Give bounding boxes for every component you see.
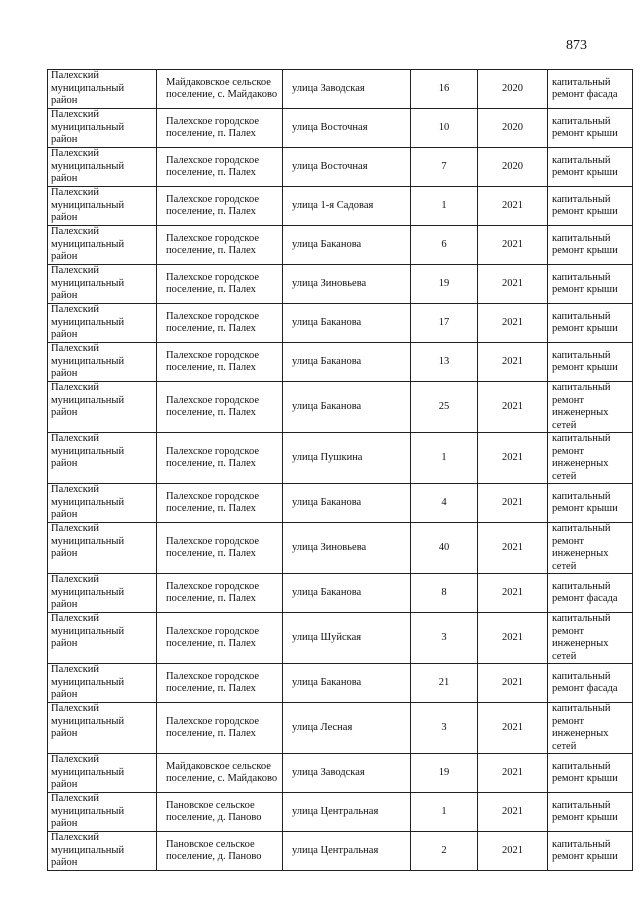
house-number-cell: 40 [411,523,478,574]
house-number-cell: 1 [411,187,478,226]
year-cell: 2021 [478,187,548,226]
settlement-cell: Майдаковское сельское поселение, с. Майдаково [157,754,283,793]
table-body [48,70,633,871]
district-cell: Палехский муниципальный район [48,265,157,304]
street-cell: улица Баканова [283,382,411,433]
year-cell: 2021 [478,832,548,871]
settlement-cell: Палехское городское поселение, п. Палех [157,109,283,148]
district-cell: Палехский муниципальный район [48,703,157,754]
year-cell: 2021 [478,754,548,793]
house-number-cell: 16 [411,70,478,109]
street-cell: улица Баканова [283,343,411,382]
settlement-cell: Палехское городское поселение, п. Палех [157,382,283,433]
house-number-cell: 1 [411,793,478,832]
work-type-cell: капитальный ремонт фасада [548,664,633,703]
district-cell: Палехский муниципальный район [48,664,157,703]
page-number: 873 [566,38,587,53]
year-cell: 2021 [478,382,548,433]
work-type-cell: капитальный ремонт инженерных сетей [548,433,633,484]
district-cell: Палехский муниципальный район [48,382,157,433]
street-cell: улица Заводская [283,754,411,793]
table-row [48,382,633,433]
house-number-cell: 19 [411,754,478,793]
work-type-cell: капитальный ремонт инженерных сетей [548,613,633,664]
street-cell: улица Восточная [283,148,411,187]
table-row [48,664,633,703]
district-cell: Палехский муниципальный район [48,793,157,832]
table-row [48,832,633,871]
year-cell: 2020 [478,148,548,187]
house-number-cell: 6 [411,226,478,265]
street-cell: улица Баканова [283,304,411,343]
district-cell: Палехский муниципальный район [48,343,157,382]
street-cell: улица Зиновьева [283,265,411,304]
table-row [48,109,633,148]
work-type-cell: капитальный ремонт крыши [548,304,633,343]
table-row [48,304,633,343]
street-cell: улица Центральная [283,793,411,832]
settlement-cell: Палехское городское поселение, п. Палех [157,613,283,664]
district-cell: Палехский муниципальный район [48,754,157,793]
street-cell: улица Пушкина [283,433,411,484]
year-cell: 2021 [478,664,548,703]
year-cell: 2021 [478,574,548,613]
street-cell: улица Шуйская [283,613,411,664]
house-number-cell: 8 [411,574,478,613]
year-cell: 2021 [478,703,548,754]
settlement-cell: Палехское городское поселение, п. Палех [157,574,283,613]
street-cell: улица Баканова [283,664,411,703]
street-cell: улица Заводская [283,70,411,109]
district-cell: Палехский муниципальный район [48,187,157,226]
work-type-cell: капитальный ремонт крыши [548,265,633,304]
table-row [48,703,633,754]
work-type-cell: капитальный ремонт инженерных сетей [548,523,633,574]
settlement-cell: Палехское городское поселение, п. Палех [157,187,283,226]
table-row [48,148,633,187]
house-number-cell: 13 [411,343,478,382]
table-row [48,265,633,304]
work-type-cell: капитальный ремонт фасада [548,574,633,613]
work-type-cell: капитальный ремонт крыши [548,343,633,382]
house-number-cell: 19 [411,265,478,304]
year-cell: 2021 [478,793,548,832]
year-cell: 2021 [478,613,548,664]
house-number-cell: 4 [411,484,478,523]
table-row [48,613,633,664]
work-type-cell: капитальный ремонт крыши [548,187,633,226]
work-type-cell: капитальный ремонт крыши [548,832,633,871]
table-row [48,484,633,523]
table-row [48,523,633,574]
year-cell: 2020 [478,70,548,109]
table-row [48,433,633,484]
settlement-cell: Пановское сельское поселение, д. Паново [157,832,283,871]
house-number-cell: 3 [411,703,478,754]
house-number-cell: 3 [411,613,478,664]
settlement-cell: Палехское городское поселение, п. Палех [157,265,283,304]
year-cell: 2021 [478,484,548,523]
work-type-cell: капитальный ремонт фасада [548,70,633,109]
district-cell: Палехский муниципальный район [48,832,157,871]
work-type-cell: капитальный ремонт инженерных сетей [548,382,633,433]
settlement-cell: Палехское городское поселение, п. Палех [157,664,283,703]
street-cell: улица Баканова [283,484,411,523]
table-row [48,793,633,832]
settlement-cell: Палехское городское поселение, п. Палех [157,304,283,343]
district-cell: Палехский муниципальный район [48,226,157,265]
table-row [48,187,633,226]
district-cell: Палехский муниципальный район [48,523,157,574]
year-cell: 2021 [478,304,548,343]
table-row [48,70,633,109]
settlement-cell: Палехское городское поселение, п. Палех [157,343,283,382]
street-cell: улица 1-я Садовая [283,187,411,226]
district-cell: Палехский муниципальный район [48,70,157,109]
work-type-cell: капитальный ремонт инженерных сетей [548,703,633,754]
district-cell: Палехский муниципальный район [48,484,157,523]
street-cell: улица Центральная [283,832,411,871]
repair-schedule-table-wrapper [47,69,633,905]
settlement-cell: Пановское сельское поселение, д. Паново [157,793,283,832]
house-number-cell: 25 [411,382,478,433]
year-cell: 2021 [478,226,548,265]
street-cell: улица Зиновьева [283,523,411,574]
table-row [48,343,633,382]
house-number-cell: 17 [411,304,478,343]
table-row [48,226,633,265]
settlement-cell: Палехское городское поселение, п. Палех [157,523,283,574]
house-number-cell: 10 [411,109,478,148]
settlement-cell: Палехское городское поселение, п. Палех [157,433,283,484]
work-type-cell: капитальный ремонт крыши [548,484,633,523]
district-cell: Палехский муниципальный район [48,148,157,187]
work-type-cell: капитальный ремонт крыши [548,754,633,793]
street-cell: улица Баканова [283,574,411,613]
settlement-cell: Палехское городское поселение, п. Палех [157,703,283,754]
street-cell: улица Лесная [283,703,411,754]
district-cell: Палехский муниципальный район [48,613,157,664]
repair-schedule-table [47,69,633,871]
house-number-cell: 7 [411,148,478,187]
street-cell: улица Восточная [283,109,411,148]
work-type-cell: капитальный ремонт крыши [548,148,633,187]
district-cell: Палехский муниципальный район [48,109,157,148]
work-type-cell: капитальный ремонт крыши [548,226,633,265]
year-cell: 2021 [478,523,548,574]
house-number-cell: 21 [411,664,478,703]
table-row [48,754,633,793]
district-cell: Палехский муниципальный район [48,304,157,343]
work-type-cell: капитальный ремонт крыши [548,793,633,832]
settlement-cell: Палехское городское поселение, п. Палех [157,226,283,265]
house-number-cell: 1 [411,433,478,484]
year-cell: 2021 [478,343,548,382]
settlement-cell: Майдаковское сельское поселение, с. Майдаково [157,70,283,109]
table-row [48,574,633,613]
settlement-cell: Палехское городское поселение, п. Палех [157,148,283,187]
work-type-cell: капитальный ремонт крыши [548,109,633,148]
settlement-cell: Палехское городское поселение, п. Палех [157,484,283,523]
street-cell: улица Баканова [283,226,411,265]
district-cell: Палехский муниципальный район [48,433,157,484]
year-cell: 2020 [478,109,548,148]
year-cell: 2021 [478,265,548,304]
house-number-cell: 2 [411,832,478,871]
year-cell: 2021 [478,433,548,484]
district-cell: Палехский муниципальный район [48,574,157,613]
